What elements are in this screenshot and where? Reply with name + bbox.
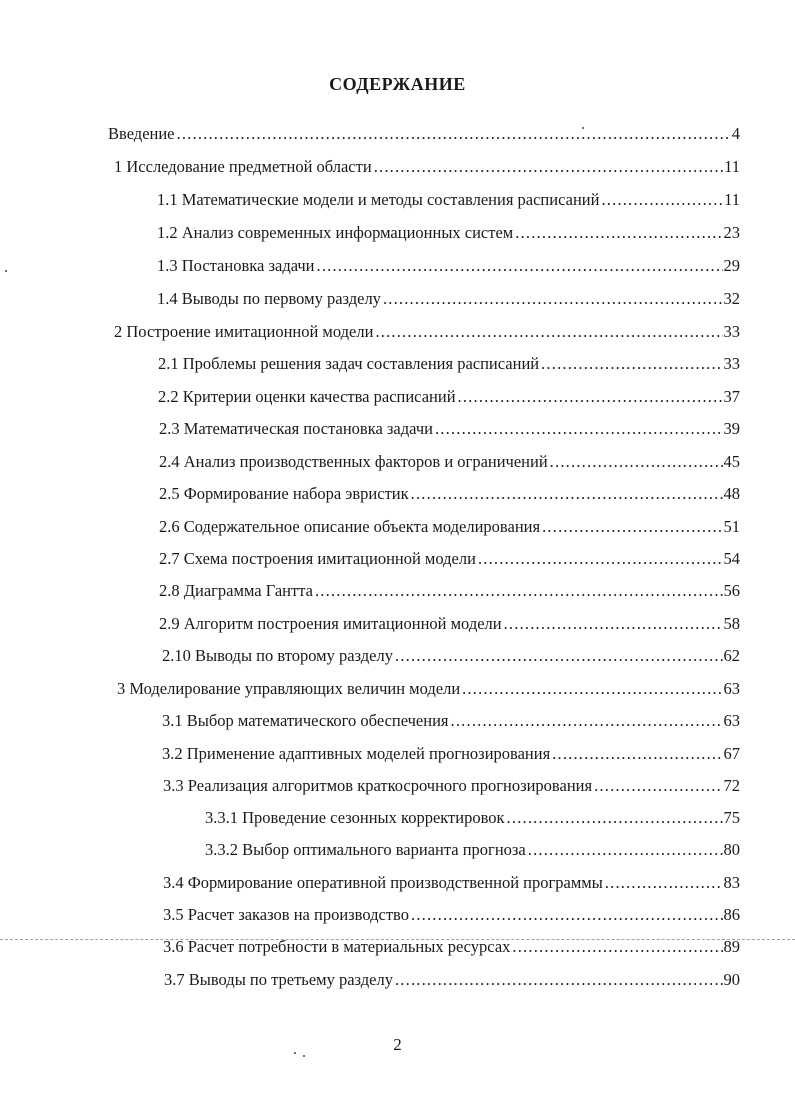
toc-entry-page: 72 <box>723 776 740 795</box>
toc-entry-label: 3.3.1 Проведение сезонных корректировок <box>205 808 505 827</box>
toc-entry-label: 2.8 Диаграмма Гантта <box>159 581 313 600</box>
table-of-contents <box>0 124 795 989</box>
toc-dot-leader <box>504 614 723 634</box>
toc-dot-leader <box>395 970 723 990</box>
toc-entry <box>159 484 740 504</box>
toc-entry-label: Введение <box>108 124 175 143</box>
toc-entry-label: 1.3 Постановка задачи <box>157 256 315 275</box>
toc-entry <box>157 190 740 210</box>
toc-entry <box>159 452 740 472</box>
scan-speck <box>582 127 584 129</box>
toc-entry-page: 11 <box>724 157 740 176</box>
toc-entry <box>162 646 740 666</box>
toc-dot-leader <box>395 646 723 666</box>
toc-entry <box>163 776 740 796</box>
toc-entry-label: 2.3 Математическая постановка задачи <box>159 419 433 438</box>
toc-entry-page: 80 <box>723 840 740 859</box>
toc-entry <box>163 937 740 957</box>
toc-entry <box>159 517 740 537</box>
toc-entry-label: 1.4 Выводы по первому разделу <box>157 289 381 308</box>
scan-speck <box>5 270 7 272</box>
toc-dot-leader <box>317 256 723 276</box>
toc-entry <box>157 256 740 276</box>
toc-dot-leader <box>411 905 723 925</box>
toc-entry-page: 32 <box>723 289 740 308</box>
toc-entry <box>117 679 740 699</box>
toc-entry-page: 51 <box>723 517 740 536</box>
toc-entry-page: 83 <box>723 873 740 892</box>
toc-entry-label: 2.10 Выводы по второму разделу <box>162 646 393 665</box>
scan-artifact-line <box>0 939 795 940</box>
toc-entry <box>163 873 740 893</box>
toc-entry-label: 3.3.2 Выбор оптимального варианта прогноза <box>205 840 526 859</box>
toc-dot-leader <box>462 679 722 699</box>
toc-entry-page: 4 <box>731 124 740 143</box>
toc-dot-leader <box>605 873 723 893</box>
toc-entry <box>159 581 740 601</box>
toc-entry-label: 1 Исследование предметной области <box>114 157 372 176</box>
toc-dot-leader <box>550 452 723 472</box>
toc-dot-leader <box>542 517 722 537</box>
toc-entry-label: 1.2 Анализ современных информационных систем <box>157 223 514 242</box>
toc-entry <box>114 157 740 177</box>
toc-entry-page: 48 <box>723 484 740 503</box>
toc-entry-page: 62 <box>723 646 740 665</box>
toc-entry-page: 29 <box>723 256 740 275</box>
toc-entry-page: 75 <box>723 808 740 827</box>
toc-dot-leader <box>383 289 723 309</box>
toc-entry <box>159 419 740 439</box>
toc-entry-label: 1.1 Математические модели и методы составления расписаний <box>157 190 600 209</box>
toc-entry-page: 37 <box>723 387 740 406</box>
toc-entry <box>163 905 740 925</box>
toc-entry-label: 3.4 Формирование оперативной производственной программы <box>163 873 603 892</box>
toc-entry-page: 90 <box>723 970 740 989</box>
toc-entry <box>164 970 740 990</box>
toc-entry-label: 2.1 Проблемы решения задач составления расписаний <box>158 354 540 373</box>
toc-entry <box>157 289 740 309</box>
toc-dot-leader <box>601 190 723 210</box>
toc-entry-page: 54 <box>723 549 740 568</box>
toc-entry <box>158 387 740 407</box>
toc-entry-page: 11 <box>724 190 740 209</box>
toc-entry-label: 3.6 Расчет потребности в материальных ресурсах <box>163 937 511 956</box>
toc-dot-leader <box>435 419 723 439</box>
toc-entry <box>157 223 740 243</box>
toc-entry <box>114 322 740 342</box>
toc-dot-leader <box>374 157 723 177</box>
scan-speck <box>303 1055 305 1057</box>
toc-entry <box>205 840 740 860</box>
toc-dot-leader <box>451 711 723 731</box>
toc-entry-label: 2.9 Алгоритм построения имитационной модели <box>159 614 502 633</box>
toc-entry-label: 3.5 Расчет заказов на производство <box>163 905 409 924</box>
toc-entry <box>162 711 740 731</box>
toc-entry-page: 23 <box>723 223 740 242</box>
toc-entry <box>159 614 740 634</box>
toc-dot-leader <box>528 840 723 860</box>
toc-dot-leader <box>478 549 723 569</box>
toc-entry-page: 33 <box>723 322 740 341</box>
toc-entry-label: 3.1 Выбор математического обеспечения <box>162 711 449 730</box>
toc-entry-label: 2.2 Критерии оценки качества расписаний <box>158 387 456 406</box>
toc-entry-page: 86 <box>723 905 740 924</box>
toc-entry-label: 3.2 Применение адаптивных моделей прогнозирования <box>162 744 551 763</box>
toc-dot-leader <box>458 387 723 407</box>
toc-entry-page: 58 <box>723 614 740 633</box>
toc-entry-label: 3.7 Выводы по третьему разделу <box>164 970 393 989</box>
toc-entry-page: 63 <box>723 711 740 730</box>
toc-dot-leader <box>315 581 723 601</box>
toc-dot-leader <box>375 322 722 342</box>
toc-entry-page: 33 <box>723 354 740 373</box>
toc-entry <box>162 744 740 764</box>
toc-entry-label: 2.5 Формирование набора эвристик <box>159 484 409 503</box>
toc-entry <box>159 549 740 569</box>
toc-entry-page: 63 <box>723 679 740 698</box>
toc-entry-label: 2 Построение имитационной модели <box>114 322 374 341</box>
toc-entry-label: 3.3 Реализация алгоритмов краткосрочного прогнозирования <box>163 776 593 795</box>
toc-entry-page: 39 <box>723 419 740 438</box>
toc-entry-page: 89 <box>723 937 740 956</box>
toc-dot-leader <box>515 223 722 243</box>
toc-entry <box>158 354 740 374</box>
toc-entry-page: 67 <box>723 744 740 763</box>
toc-entry-page: 45 <box>723 452 740 471</box>
toc-dot-leader <box>594 776 722 796</box>
toc-entry <box>205 808 740 828</box>
toc-entry <box>108 124 740 144</box>
toc-entry-label: 2.6 Содержательное описание объекта моделирования <box>159 517 541 536</box>
toc-dot-leader <box>411 484 723 504</box>
toc-entry-page: 56 <box>723 581 740 600</box>
toc-dot-leader <box>507 808 723 828</box>
toc-entry-label: 2.4 Анализ производственных факторов и ограничений <box>159 452 548 471</box>
toc-entry-label: 2.7 Схема построения имитационной модели <box>159 549 476 568</box>
toc-entry-label: 3 Моделирование управляющих величин модели <box>117 679 461 698</box>
page-number: 2 <box>393 1035 402 1054</box>
toc-dot-leader <box>512 937 722 957</box>
toc-dot-leader <box>177 124 731 144</box>
toc-dot-leader <box>541 354 722 374</box>
toc-dot-leader <box>552 744 722 764</box>
page-title: СОДЕРЖАНИЕ <box>329 74 466 94</box>
